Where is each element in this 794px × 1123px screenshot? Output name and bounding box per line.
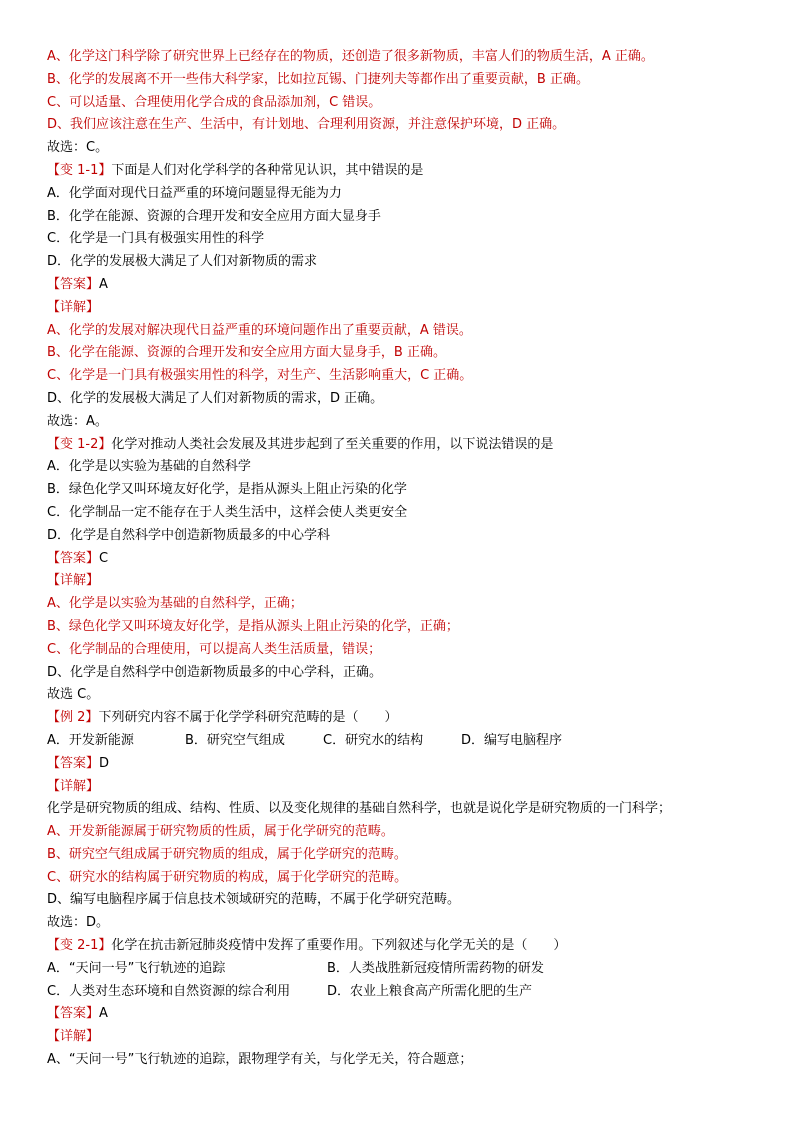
analysis-line: B、化学的发展离不开一些伟大科学家，比如拉瓦锡、门捷列夫等都作出了重要贡献，B 正确。 [47,71,589,87]
text-line: C．化学制品一定不能存在于人类生活中，这样会使人类更安全 [47,504,408,520]
right-bracket: 】 [98,938,112,954]
label-tag: 详解 [60,1029,87,1045]
analysis-line: A、化学的发展对解决现代日益严重的环境问题作出了重要贡献，A 错误。 [47,322,472,338]
text-line: B．化学在能源、资源的合理开发和安全应用方面大显身手 [47,208,381,224]
question-text: 下面是人们对化学科学的各种常见认识，其中错误的是 [111,162,424,178]
left-bracket: 【 [47,436,61,452]
label-value: C [99,550,109,566]
left-bracket: 【 [47,1006,61,1022]
text-line: 化学是研究物质的组成、结构、性质、以及变化规律的基础自然科学，也就是说化学是研究物质的一门科学； [47,801,672,817]
question-stem [47,935,767,958]
choice-option: A．“天问一号”飞行轨迹的追踪 [47,960,226,976]
question-stem [47,160,767,183]
choice-option: C．人类对生态环境和自然资源的综合利用 [47,983,291,999]
question-text: 化学在抗击新冠肺炎疫情中发挥了重要作用。下列叙述与化学无关的是（ ） [111,938,567,954]
label-tag: 详解 [60,778,87,794]
choice-option: D．农业上粮食高产所需化肥的生产 [327,983,533,999]
right-bracket: 】 [86,1029,100,1045]
right-bracket: 】 [85,710,99,726]
right-bracket: 】 [86,755,100,771]
choice-row [47,730,767,753]
label-tag: 答案 [60,550,87,566]
label-tag: 详解 [60,573,87,589]
text-line: A、“天问一号”飞行轨迹的追踪，跟物理学有关，与化学无关，符合题意； [47,1052,473,1068]
question-stem [47,707,767,730]
text-line: 故选：D。 [47,915,110,931]
choice-option: D．编写电脑程序 [461,732,563,748]
section-label [47,274,767,297]
choice-row [47,958,767,981]
analysis-line: C、研究水的结构属于研究物质的构成，属于化学研究的范畴。 [47,869,408,885]
choice-option: B．研究空气组成 [185,732,285,748]
right-bracket: 】 [98,162,112,178]
analysis-line: C、化学是一门具有极强实用性的科学，对生产、生活影响重大，C 正确。 [47,368,473,384]
text-line: 故选：C。 [47,140,109,156]
section-label [47,776,767,799]
label-tag: 详解 [60,299,87,315]
label-tag: 答案 [60,276,87,292]
section-label [47,570,767,593]
question-stem [47,434,767,457]
left-bracket: 【 [47,550,61,566]
choice-option: A．开发新能源 [47,732,134,748]
analysis-line: A、化学这门科学除了研究世界上已经存在的物质，还创造了很多新物质，丰富人们的物质生活，A 正确。 [47,49,654,64]
section-label [47,1003,767,1026]
section-label [47,297,767,320]
text-line: D、化学是自然科学中创造新物质最多的中心学科，正确。 [47,664,383,680]
right-bracket: 】 [86,276,100,292]
section-label [47,753,767,776]
right-bracket: 】 [86,573,100,589]
question-tag: 变 1-1 [60,162,99,178]
left-bracket: 【 [47,573,61,589]
analysis-line: A、开发新能源属于研究物质的性质，属于化学研究的范畴。 [47,824,394,840]
analysis-line: B、研究空气组成属于研究物质的组成，属于化学研究的范畴。 [47,846,407,862]
choice-option: B．人类战胜新冠疫情所需药物的研发 [327,960,544,976]
label-tag: 答案 [60,755,87,771]
analysis-line: B、绿色化学又叫环境友好化学，是指从源头上阻止污染的化学，正确； [47,618,459,634]
label-value: A [99,1006,108,1022]
analysis-line: C、可以适量、合理使用化学合成的食品添加剂，C 错误。 [47,94,382,110]
right-bracket: 】 [98,436,112,452]
text-line: 故选 C。 [47,687,100,703]
choice-option: C．研究水的结构 [323,732,424,748]
left-bracket: 【 [47,162,61,178]
choice-row [47,981,767,1004]
left-bracket: 【 [47,276,61,292]
question-tag: 变 1-2 [60,436,99,452]
label-tag: 答案 [60,1006,87,1022]
question-text: 下列研究内容不属于化学学科研究范畴的是（ ） [98,710,398,726]
analysis-line: D、我们应该注意在生产、生活中，有计划地、合理利用资源，并注意保护环境，D 正确。 [47,117,566,133]
section-label [47,1026,767,1049]
left-bracket: 【 [47,1029,61,1045]
text-line: D．化学的发展极大满足了人们对新物质的需求 [47,254,318,270]
text-line: A．化学面对现代日益严重的环境问题显得无能为力 [47,185,342,201]
analysis-line: B、化学在能源、资源的合理开发和安全应用方面大显身手，B 正确。 [47,345,446,361]
analysis-line: A、化学是以实验为基础的自然科学，正确； [47,596,303,612]
document-page [47,46,767,1072]
question-tag: 变 2-1 [60,938,99,954]
left-bracket: 【 [47,778,61,794]
left-bracket: 【 [47,710,61,726]
right-bracket: 】 [86,1006,100,1022]
section-label [47,548,767,571]
question-text: 化学对推动人类社会发展及其进步起到了至关重要的作用，以下说法错误的是 [111,436,554,452]
text-line: C．化学是一门具有极强实用性的科学 [47,231,265,247]
label-value: A [99,276,108,292]
left-bracket: 【 [47,755,61,771]
text-line: D．化学是自然科学中创造新物质最多的中心学科 [47,527,331,543]
analysis-line: C、化学制品的合理使用，可以提高人类生活质量，错误； [47,641,382,657]
right-bracket: 】 [86,299,100,315]
text-line: D、编写电脑程序属于信息技术领域研究的范畴，不属于化学研究范畴。 [47,892,461,908]
label-value: D [99,755,110,771]
left-bracket: 【 [47,299,61,315]
left-bracket: 【 [47,938,61,954]
text-line: A．化学是以实验为基础的自然科学 [47,459,251,475]
right-bracket: 】 [86,550,100,566]
text-line: 故选：A。 [47,413,108,429]
right-bracket: 】 [86,778,100,794]
text-line: B．绿色化学又叫环境友好化学，是指从源头上阻止污染的化学 [47,482,407,498]
question-tag: 例 2 [60,710,86,726]
text-line: D、化学的发展极大满足了人们对新物质的需求，D 正确。 [47,390,384,406]
